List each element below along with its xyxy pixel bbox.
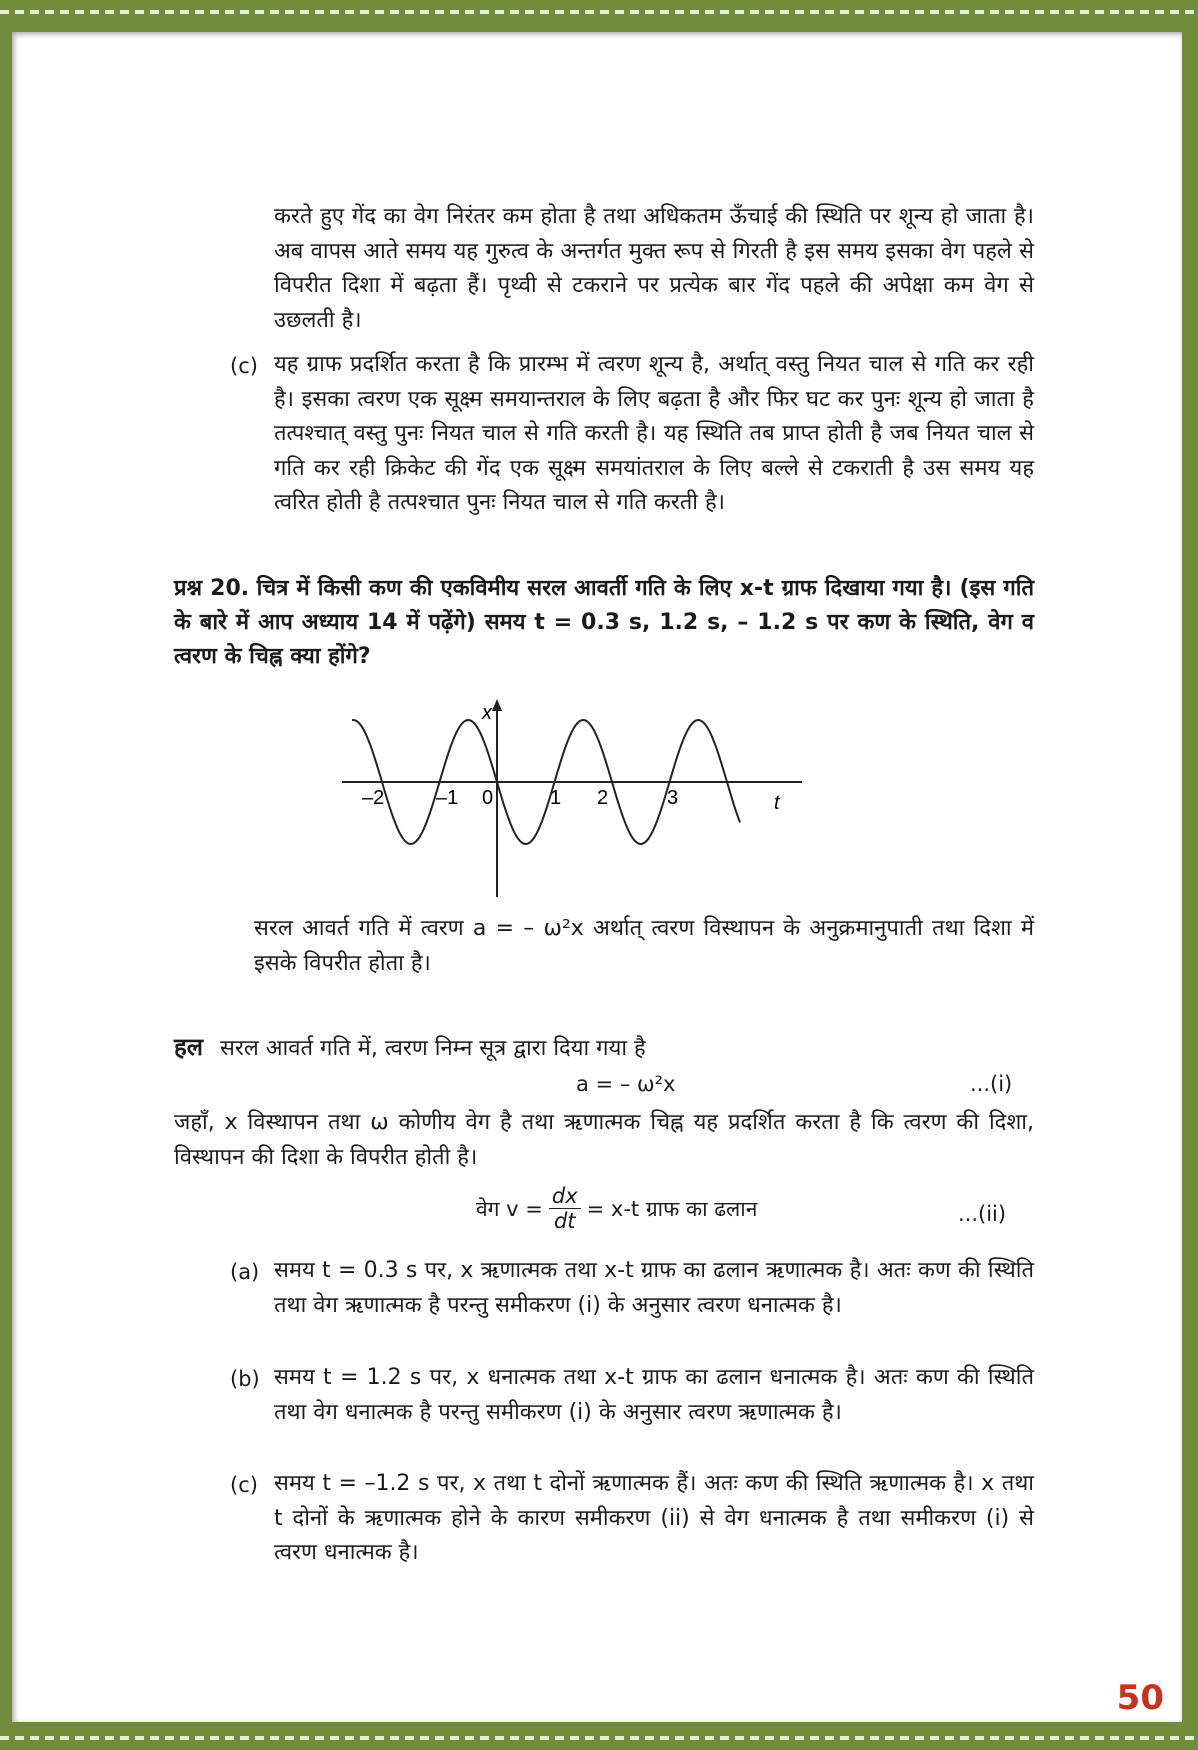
hint-text: सरल आवर्त गति में त्वरण a = – ω²x अर्थात् त्वरण विस्थापन के अनुक्रमानुपाती तथा दिशा में इसके विपरीत होता है। [254, 916, 1034, 976]
tick-label: –1 [436, 787, 459, 809]
part-b-text: समय t = 1.2 s पर, x धनात्मक तथा x-t ग्राफ का ढलान धनात्मक है। अतः कण की स्थिति तथा वेग धनात्मक है परन्तु समीकरण (i) के अनुसार त्वरण ऋणात्मक है। [274, 1365, 1034, 1425]
part-c-text: समय t = –1.2 s पर, x तथा t दोनों ऋणात्मक हैं। अतः कण की स्थिति ऋणात्मक है। x तथा t दोनों के ऋणात्मक होने के कारण समीकरण (ii) से वेग धनात्मक है तथा समीकरण (i) से त्वरण धनात्मक है। [274, 1471, 1034, 1565]
solution-intro-line [174, 1030, 646, 1066]
equation-2-numerator: dx [549, 1184, 581, 1209]
x-axis-arrow [492, 699, 502, 711]
question-text: चित्र में किसी कण की एकविमीय सरल आवर्ती गति के लिए x-t ग्राफ दिखाया गया है। (इस गति के बारे में आप अध्याय 14 में पढ़ेंगे) समय t = 0.3 s, 1.2 s, – 1.2 s पर कण के स्थिति, वेग व त्वरण के चिह्न क्या होंगे? [174, 576, 1034, 669]
tick-label: –2 [362, 787, 385, 809]
page [12, 32, 1182, 1722]
equation-2-tag: ...(ii) [958, 1202, 1007, 1226]
item-c-label: (c) [230, 354, 258, 378]
equation-1: a = – ω²x [576, 1072, 676, 1096]
tick-label: 0 [482, 787, 494, 809]
xt-graph [332, 697, 872, 897]
bottom-dashed-border [0, 1736, 1198, 1740]
part-c-label: (c) [230, 1473, 258, 1497]
equation-2-denominator: dt [553, 1209, 576, 1233]
item-c-text: यह ग्राफ प्रदर्शित करता है कि प्रारम्भ में त्वरण शून्य है, अर्थात् वस्तु नियत चाल से गति कर रही है। इसका त्वरण एक सूक्ष्म समयान्तराल के लिए बढ़ता है और फिर घट कर पुनः शून्य हो जाता है तत्पश्चात् वस्तु पुनः नियत चाल से गति करती है। यह स्थिति तब प्राप्त होती है जब नियत चाल से गति कर रही क्रिकेट की गेंद एक सूक्ष्म समयांतराल के लिए बल्ले से टकराती है उस समय यह त्वरित होती है तत्पश्चात पुनः नियत चाल से गति करती है। [274, 352, 1034, 515]
question-label: प्रश्न 20. [174, 576, 250, 601]
question-block [174, 572, 1034, 674]
equation-2 [476, 1184, 757, 1233]
tick-label: 2 [597, 787, 609, 809]
equation-2-fraction [549, 1184, 581, 1233]
part-b-label: (b) [230, 1367, 260, 1391]
top-dashed-border [0, 10, 1198, 14]
part-a-text: समय t = 0.3 s पर, x ऋणात्मक तथा x-t ग्राफ का ढलान ऋणात्मक है। अतः कण की स्थिति तथा वेग ऋणात्मक है परन्तु समीकरण (i) के अनुसार त्वरण धनात्मक है। [274, 1258, 1034, 1318]
top-paragraph: करते हुए गेंद का वेग निरंतर कम होता है तथा अधिकतम ऊँचाई की स्थिति पर शून्य हो जाता है। अब वापस आते समय यह गुरुत्व के अन्तर्गत मुक्त रूप से गिरती है इस समय इसका वेग पहले से विपरीत दिशा में बढ़ता हैं। पृथ्वी से टकराने पर प्रत्येक बार गेंद पहले की अपेक्षा कम वेग से उछलती है। [274, 204, 1034, 333]
where-text: जहाँ, x विस्थापन तथा ω कोणीय वेग है तथा ऋणात्मक चिह्न यह प्रदर्शित करता है कि त्वरण की दिशा, विस्थापन की दिशा के विपरीत होती है। [174, 1110, 1034, 1170]
equation-2-suffix: = x-t ग्राफ का ढलान [586, 1196, 758, 1221]
tick-label: 3 [667, 787, 679, 809]
solution-label: हल [174, 1033, 204, 1061]
equation-1-tag: ...(i) [970, 1072, 1013, 1096]
t-axis-label: t [774, 792, 780, 814]
equation-2-prefix: वेग v = [476, 1196, 543, 1221]
tick-label: 1 [550, 787, 562, 809]
solution-intro: सरल आवर्त गति में, त्वरण निम्न सूत्र द्वारा दिया गया है [220, 1036, 646, 1061]
part-a-label: (a) [230, 1260, 260, 1284]
page-number: 50 [1116, 1678, 1164, 1718]
y-axis-label: x [482, 702, 492, 724]
